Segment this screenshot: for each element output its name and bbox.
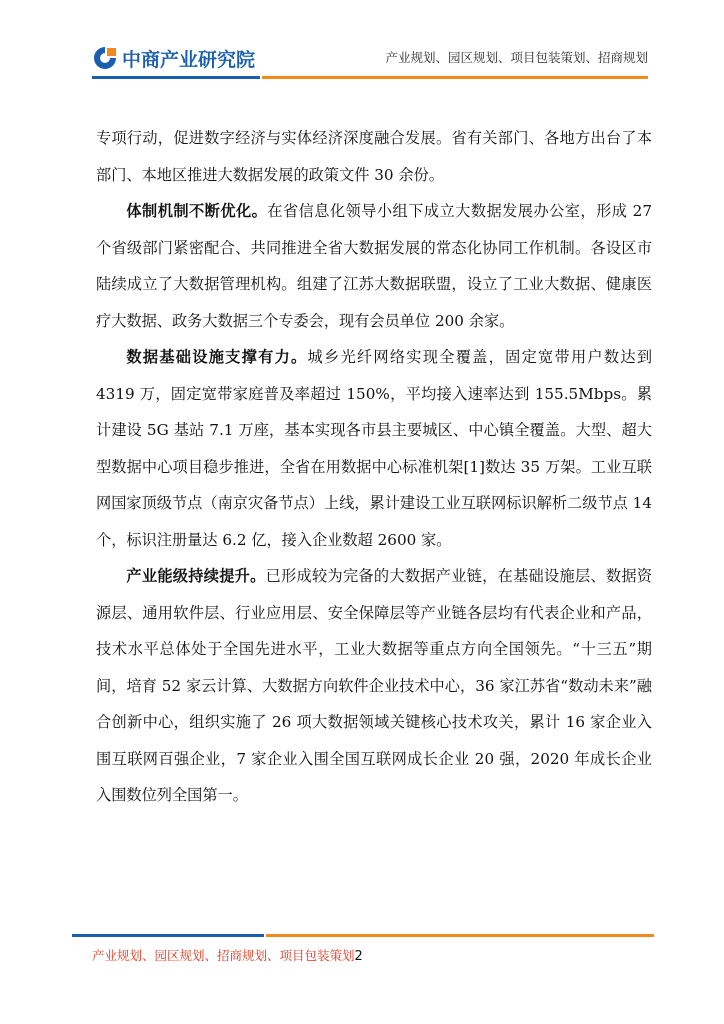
footer-rule-orange <box>266 934 654 937</box>
document-body <box>96 120 652 814</box>
company-logo <box>92 44 255 72</box>
paragraph-4-heading: 产业能级持续提升。 <box>126 567 266 585</box>
header-tagline: 产业规划、园区规划、项目包装策划、招商规划 <box>385 50 648 65</box>
paragraph-2-heading: 体制机制不断优化。 <box>126 202 268 220</box>
footer-tagline: 产业规划、园区规划、招商规划、项目包装策划 <box>92 948 355 963</box>
paragraph-2 <box>96 193 652 339</box>
paragraph-3 <box>96 339 652 558</box>
page-number: 2 <box>354 949 363 964</box>
page-footer <box>92 946 363 964</box>
paragraph-4-text: 已形成较为完备的大数据产业链，在基础设施层、数据资源层、通用软件层、行业应用层、安全保障层等产业链各层均有代表企业和产品，技术水平总体处于全国先进水平，工业大数据等重点方向全国领先。“十三五”期间，培育 52 家云计算、大数据方向软件企业技术中心，36 家江苏省“数动未来”融合创新中心，组织实施了 26 项大数据领域关键核心技术攻关，累计 16 家企业入围互联网百强企业，7 家企业入围全国互联网成长企业 20 强，2020 年成长企业入围数位列全国第一。 <box>96 567 653 804</box>
page-header <box>0 0 724 80</box>
logo-text: 中商产业研究院 <box>122 48 256 71</box>
footer-rule-blue <box>72 934 264 937</box>
paragraph-3-text: 城乡光纤网络实现全覆盖，固定宽带用户数达到 4319 万，固定宽带家庭普及率超过 150%，平均接入速率达到 155.5Mbps。累计建设 5G 基站 7.1 万座，基本实现各市县主要城区、中心镇全覆盖。大型、超大型数据中心项目稳步推进，全省在用数据中心标准机架[1]数达 35 万架。工业互联网国家顶级节点（南京灾备节点）上线，累计建设工业互联网标识解析二级节点 14 个，标识注册量达 6.2 亿，接入企业数超 2600 家。 <box>96 348 653 549</box>
header-rule-blue <box>92 76 260 79</box>
paragraph-3-heading: 数据基础设施支撑有力。 <box>126 348 308 366</box>
cir-c-logo-icon <box>92 45 118 71</box>
paragraph-2-text: 在省信息化领导小组下成立大数据发展办公室，形成 27 个省级部门紧密配合、共同推进全省大数据发展的常态化协同工作机制。各设区市陆续成立了大数据管理机构。组建了江苏大数据联盟，设立了工业大数据、健康医疗大数据、政务大数据三个专委会，现有会员单位 200 余家。 <box>96 202 653 330</box>
paragraph-4 <box>96 558 652 814</box>
paragraph-1: 专项行动，促进数字经济与实体经济深度融合发展。省有关部门、各地方出台了本部门、本地区推进大数据发展的政策文件 30 余份。 <box>96 129 652 184</box>
header-rule-orange <box>262 76 648 79</box>
